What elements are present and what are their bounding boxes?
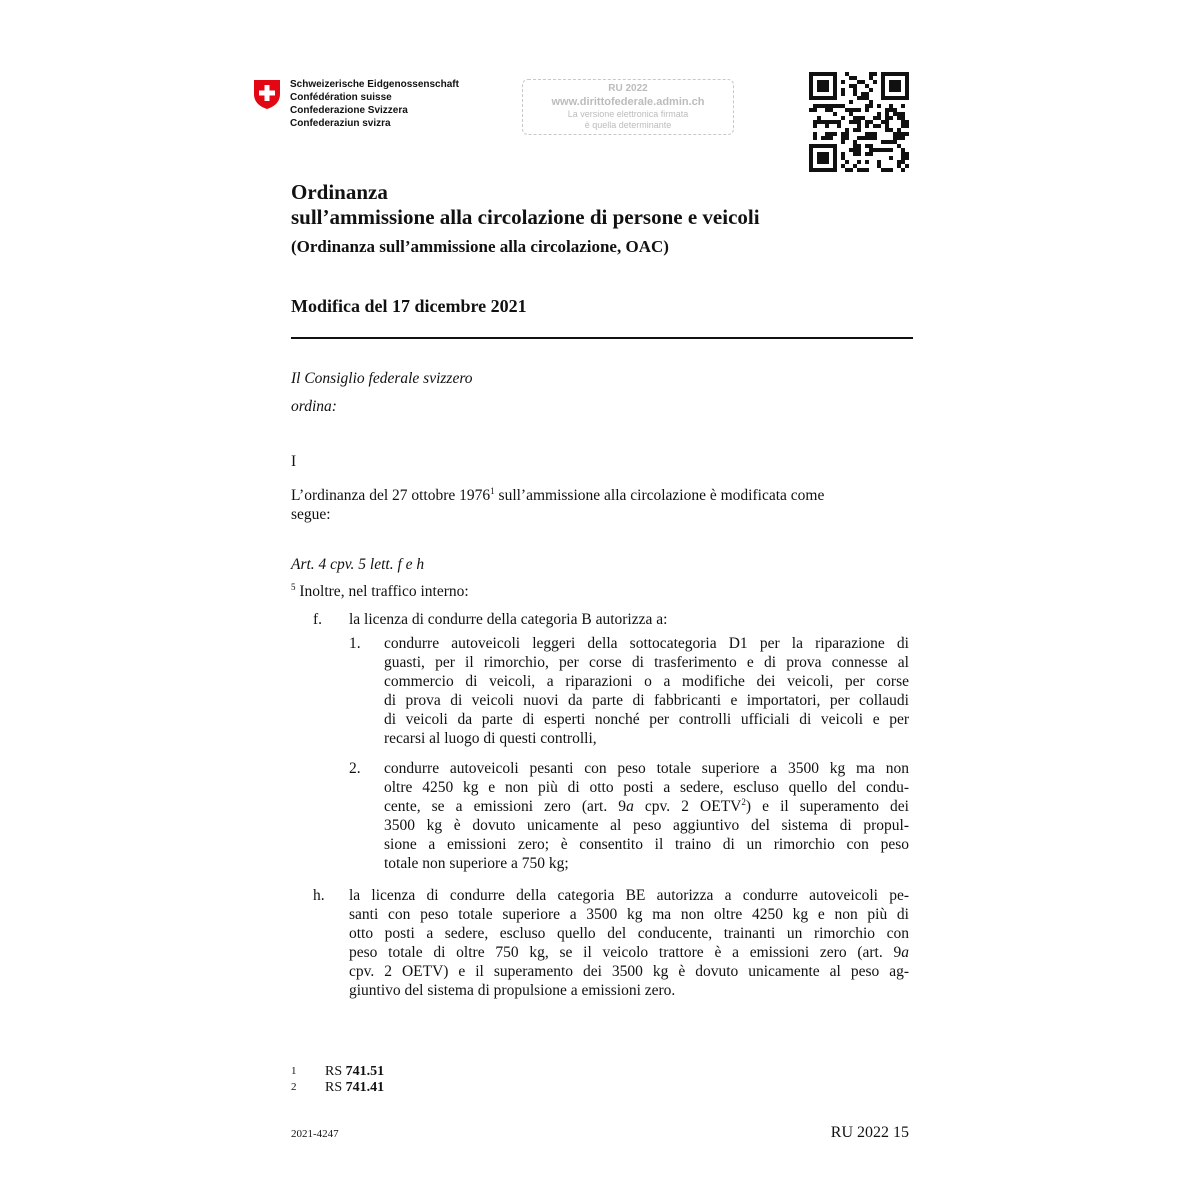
sub-1-line-2: guasti, per il rimorchio, per corse di trasferimento e di prova connesse al (384, 654, 909, 671)
item-h-line-4 (349, 943, 909, 962)
publication-stamp (522, 79, 734, 135)
sub-2-line-2: oltre 4250 kg e non più di otto posti a sedere, escluso quello del condu- (384, 779, 909, 796)
preamble-line-2: ordina: (291, 398, 337, 415)
item-h-line-6: giuntivo del sistema di propulsione a emissioni zero. (349, 982, 676, 999)
paragraph-number: 5 (291, 582, 296, 592)
item-h-line-1: la licenza di condurre della categoria BE autorizza a condurre autoveicoli pe- (349, 887, 909, 904)
footnote-1 (291, 1064, 384, 1079)
page-number: RU 2022 15 (830, 1124, 909, 1141)
sub-2-line-5: sione a emissioni zero; è consentito il traino di un rimorchio con peso (384, 836, 909, 853)
sub-2-line-6: totale non superiore a 750 kg; (384, 855, 569, 872)
sub-1-marker: 1. (349, 635, 361, 652)
document-subtitle: (Ordinanza sull’ammissione alla circolazione, OAC) (291, 237, 669, 256)
section-numeral: I (291, 453, 297, 470)
sub-2-line-3-a: cente, se a emissioni zero (art. 9 (384, 798, 627, 815)
sub-1-line-1: condurre autoveicoli leggeri della sottocategoria D1 per la riparazione di (384, 635, 909, 652)
title-line-1: Ordinanza (291, 180, 388, 204)
item-h-line-4-italic: a (901, 944, 909, 961)
stamp-line-1: RU 2022 (608, 83, 648, 94)
intro-line-2: segue: (291, 506, 331, 523)
item-f-marker: f. (313, 611, 323, 628)
paragraph-text: Inoltre, nel traffico interno: (295, 583, 469, 600)
item-h-marker: h. (313, 887, 325, 904)
sub-1-line-6: recarsi al luogo di questi controlli, (384, 730, 597, 747)
preamble-line-1: Il Consiglio federale svizzero (291, 370, 473, 387)
confed-line-de: Schweizerische Eidgenossenschaft (290, 79, 459, 90)
document-title (291, 180, 760, 230)
sub-2-line-4: 3500 kg è dovuto unicamente al peso aggiuntivo del sistema di propul- (384, 817, 909, 834)
paragraph-5 (291, 582, 469, 601)
title-line-2: sull’ammissione alla circolazione di persone e veicoli (291, 205, 760, 229)
sub-2-line-3 (384, 797, 909, 816)
footnote-2-prefix: RS (325, 1080, 346, 1095)
footnote-2-number: 2 (291, 1081, 297, 1093)
footnote-ref-1[interactable]: 1 (490, 486, 495, 496)
sub-2-line-1: condurre autoveicoli pesanti con peso totale superiore a 3500 kg ma non (384, 760, 909, 777)
modification-date: Modifica del 17 dicembre 2021 (291, 296, 527, 316)
document-code: 2021-4247 (291, 1128, 339, 1140)
footnote-1-prefix: RS (325, 1064, 346, 1079)
item-h-line-4-a: peso totale di oltre 750 kg, se il veicolo trattore è a emissioni zero (art. 9 (349, 944, 902, 961)
title-divider (291, 337, 913, 339)
sub-1-line-4: di prova di veicoli nuovi da parte di fabbricanti e importatori, per collaudi (384, 692, 909, 709)
confed-line-it: Confederazione Svizzera (290, 105, 408, 116)
sub-1-line-5: di veicoli da parte di esperti nonché per controlli ufficiali di veicoli e per (384, 711, 909, 728)
footnote-1-number: 1 (291, 1065, 297, 1077)
item-h-line-3: otto posti a sedere, escluso quello del conducente, trainanti un rimorchio con (349, 925, 909, 942)
confederation-names (290, 78, 459, 130)
footnote-2-ref[interactable]: 741.41 (345, 1080, 385, 1095)
swiss-cross-shield-icon (252, 78, 282, 110)
sub-1-line-3: commercio di veicoli, a riparazioni o a modifiche dei veicoli, per corse (384, 673, 909, 690)
item-h-line-2: santi con peso totale superiore a 3500 kg ma non oltre 4250 kg e non più di (349, 906, 909, 923)
intro-line-1 (291, 486, 911, 505)
sub-2-line-3-b: cpv. 2 OETV (633, 798, 742, 815)
footnote-ref-2[interactable]: 2 (741, 797, 746, 807)
item-f-text: la licenza di condurre della categoria B autorizza a: (349, 611, 668, 628)
footnote-2 (291, 1080, 384, 1095)
sub-2-line-3-c: ) e il superamento dei (745, 798, 909, 815)
stamp-line-4: è quella determinante (584, 120, 672, 130)
confed-line-rm: Confederaziun svizra (290, 118, 391, 129)
confed-line-fr: Confédération suisse (290, 92, 392, 103)
article-heading: Art. 4 cpv. 5 lett. f e h (291, 556, 425, 573)
stamp-line-2: www.dirittofederale.admin.ch (551, 96, 705, 108)
stamp-line-3: La versione elettronica firmata (567, 109, 689, 119)
sub-2-marker: 2. (349, 760, 361, 777)
sub-2-line-3-italic: a (626, 798, 634, 815)
qr-code-icon (809, 72, 909, 172)
intro-text-b: sull’ammissione alla circolazione è modificata come (494, 487, 825, 504)
item-h-line-5: cpv. 2 OETV) e il superamento dei 3500 kg è dovuto unicamente al peso ag- (349, 963, 909, 980)
footnote-1-ref[interactable]: 741.51 (345, 1064, 385, 1079)
intro-text-a: L’ordinanza del 27 ottobre 1976 (291, 487, 491, 504)
